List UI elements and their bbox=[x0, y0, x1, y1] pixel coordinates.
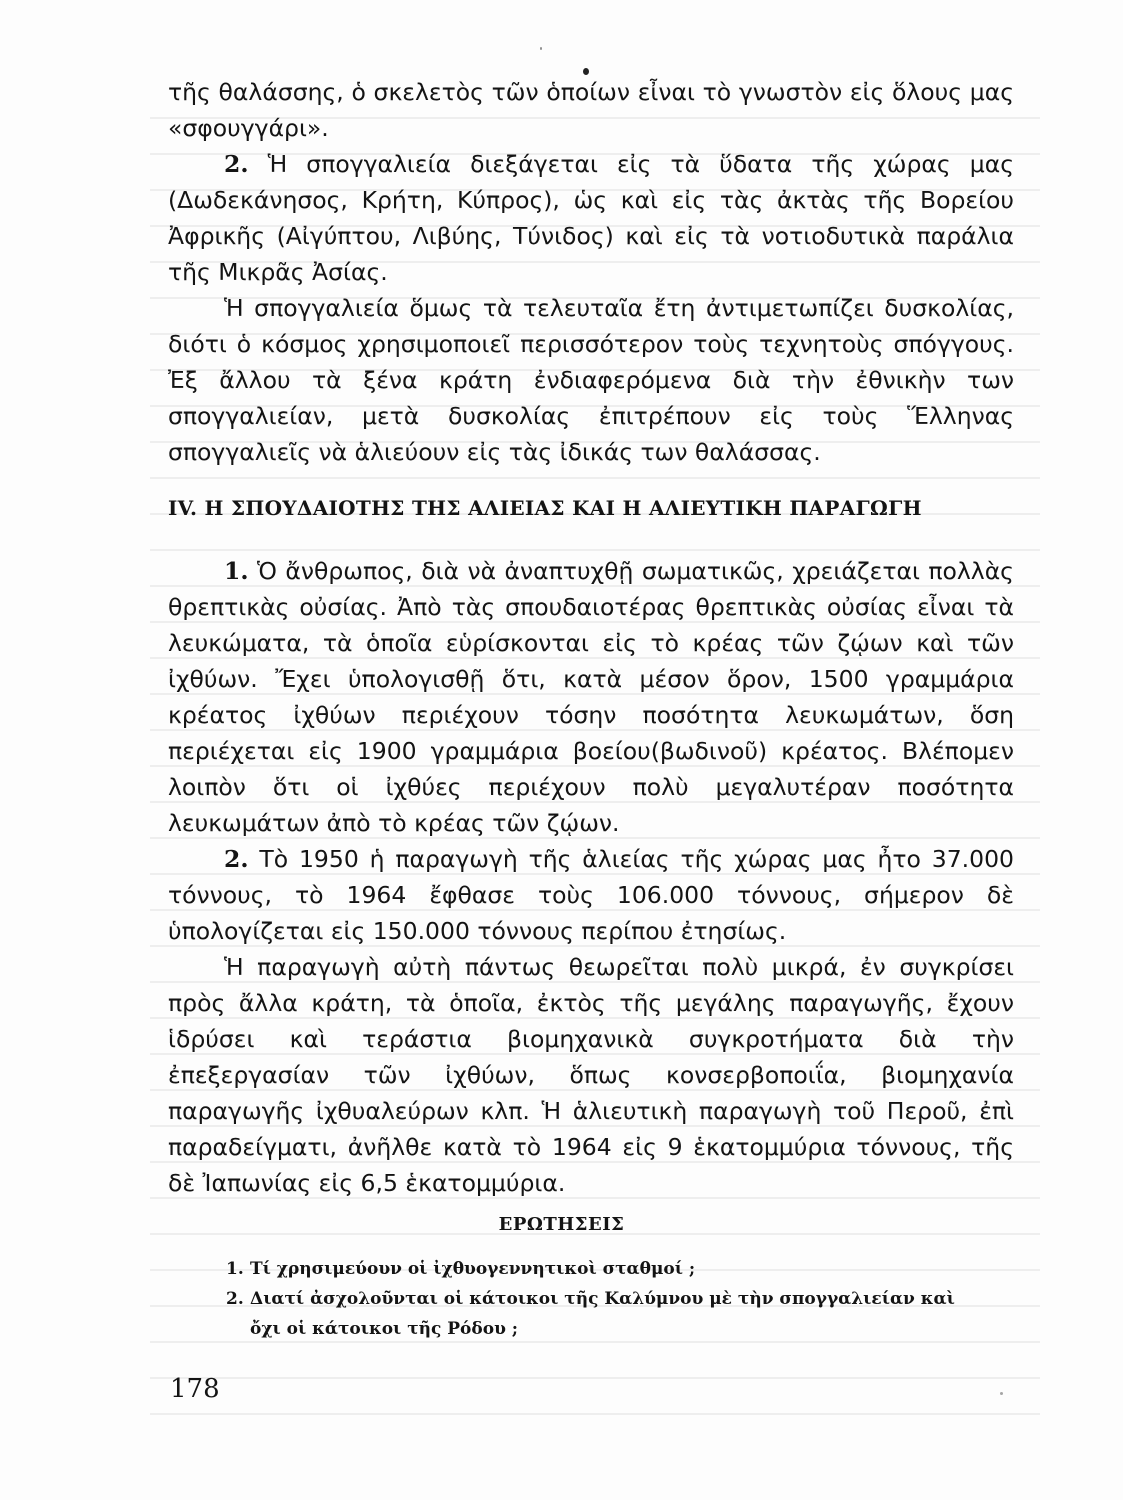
question-item bbox=[226, 1284, 1016, 1344]
paragraph-number: 2. bbox=[224, 845, 249, 873]
paragraph-continuation bbox=[168, 74, 1014, 146]
questions-title: ΕΡΩΤΗΣΕΙΣ bbox=[498, 1214, 625, 1235]
question-number: 1. bbox=[226, 1259, 244, 1279]
scan-speck bbox=[540, 47, 542, 50]
question-text: Τί χρησιμεύουν οἱ ἰχθυογεννητικοὶ σταθμοί ; bbox=[250, 1259, 696, 1279]
paragraph-nutrition bbox=[168, 553, 1014, 841]
scan-speck bbox=[1000, 1392, 1003, 1395]
questions-list bbox=[226, 1254, 1016, 1344]
paragraph-text: Ἡ σπογγαλιεία ὅμως τὰ τελευταῖα ἔτη ἀντιμετωπίζει δυσκολίας, διότι ὁ κόσμος χρησιμοποιεῖ περισσότερον τοὺς τεχνητοὺς σπόγγους. Ἐξ ἄλλου τὰ ξένα κράτη ἐνδιαφερόμενα διὰ τὴν ἐθνικὴν των σπογγαλιείαν, μετὰ δυσκολίας ἐπιτρέπουν εἰς τοὺς Ἕλληνας σπογγαλιεῖς νὰ ἁλιεύουν εἰς τὰς ἰδικάς των θαλάσσας. bbox=[168, 294, 1014, 466]
paragraph-sponge-difficulties bbox=[168, 290, 1014, 470]
sponge-fishing-section bbox=[168, 74, 1014, 470]
paragraph-text: Ἡ σπογγαλιεία διεξάγεται εἰς τὰ ὕδατα τῆς χώρας μας (Δωδεκάνησος, Κρήτη, Κύπρος), ὡς καὶ εἰς τὰς ἀκτὰς τῆς Βορείου Ἀφρικῆς (Αἰγύπτου, Λιβύης, Τύνιδος) καὶ εἰς τὰ νοτιοδυτικὰ παράλια τῆς Μικρᾶς Ἀσίας. bbox=[168, 150, 1014, 286]
fishing-importance-section bbox=[168, 553, 1014, 1201]
question-number: 2. bbox=[226, 1289, 244, 1309]
paragraph-text: Τὸ 1950 ἡ παραγωγὴ τῆς ἁλιείας τῆς χώρας μας ἦτο 37.000 τόννους, τὸ 1964 ἔφθασε τοὺς 106.000 τόννους, σήμερον δὲ ὑπολογίζεται εἰς 150.000 τόννους περίπου ἐτησίως. bbox=[168, 845, 1014, 945]
paragraph-number: 1. bbox=[224, 557, 249, 585]
paragraph-text: Ὁ ἄνθρωπος, διὰ νὰ ἀναπτυχθῇ σωματικῶς, χρειάζεται πολλὰς θρεπτικὰς οὐσίας. Ἀπὸ τὰς σπουδαιοτέρας θρεπτικὰς οὐσίας εἶναι τὰ λευκώματα, τὰ ὁποῖα εὑρίσκονται εἰς τὸ κρέας τῶν ζῴων καὶ τῶν ἰχθύων. Ἔχει ὑπολογισθῇ ὅτι, κατὰ μέσον ὅρον, 1500 γραμμάρια κρέατος ἰχθύων περιέχουν τόσην ποσότητα λευκωμάτων, ὅση περιέχεται εἰς 1900 γραμμάρια βοείου(βωδινοῦ) κρέατος. Βλέπομεν λοιπὸν ὅτι οἱ ἰχθύες περιέχουν πολὺ μεγαλυτέραν ποσότητα λευκωμάτων ἀπὸ τὸ κρέας τῶν ζῴων. bbox=[168, 557, 1014, 837]
section-heading: IV. Η ΣΠΟΥΔΑΙΟΤΗΣ ΤΗΣ ΑΛΙΕΙΑΣ ΚΑΙ Η ΑΛΙΕΥΤΙΚΗ ΠΑΡΑΓΩΓΗ bbox=[168, 496, 922, 520]
page-number: 178 bbox=[170, 1374, 220, 1404]
question-item bbox=[226, 1254, 1016, 1284]
paragraph-sponge-regions bbox=[168, 146, 1014, 290]
paragraph-production-figures bbox=[168, 841, 1014, 949]
paragraph-text: τῆς θαλάσσης, ὁ σκελετὸς τῶν ὁποίων εἶναι τὸ γνωστὸν εἰς ὅλους μας «σφουγγάρι». bbox=[168, 78, 1014, 142]
paragraph-production-comparison bbox=[168, 949, 1014, 1201]
paragraph-number: 2. bbox=[224, 150, 249, 178]
paragraph-text: Ἡ παραγωγὴ αὐτὴ πάντως θεωρεῖται πολὺ μικρά, ἐν συγκρίσει πρὸς ἄλλα κράτη, τὰ ὁποῖα, ἐκτὸς τῆς μεγάλης παραγωγῆς, ἔχουν ἱδρύσει καὶ τεράστια βιομηχανικὰ συγκροτήματα διὰ τὴν ἐπεξεργασίαν τῶν ἰχθύων, ὅπως κονσερβοποιΐα, βιομηχανία παραγωγῆς ἰχθυαλεύρων κλπ. Ἡ ἁλιευτικὴ παραγωγὴ τοῦ Περοῦ, ἐπὶ παραδείγματι, ἀνῆλθε κατὰ τὸ 1964 εἰς 9 ἑκατομμύρια τόννους, τῆς δὲ Ἰαπωνίας εἰς 6,5 ἑκατομμύρια. bbox=[168, 953, 1014, 1197]
question-text: Διατί ἀσχολοῦνται οἱ κάτοικοι τῆς Καλύμνου μὲ τὴν σπογγαλιείαν καὶ bbox=[250, 1289, 955, 1309]
scan-speck bbox=[583, 68, 589, 75]
question-text-continuation: ὄχι οἱ κάτοικοι τῆς Ρόδου ; bbox=[250, 1319, 519, 1339]
